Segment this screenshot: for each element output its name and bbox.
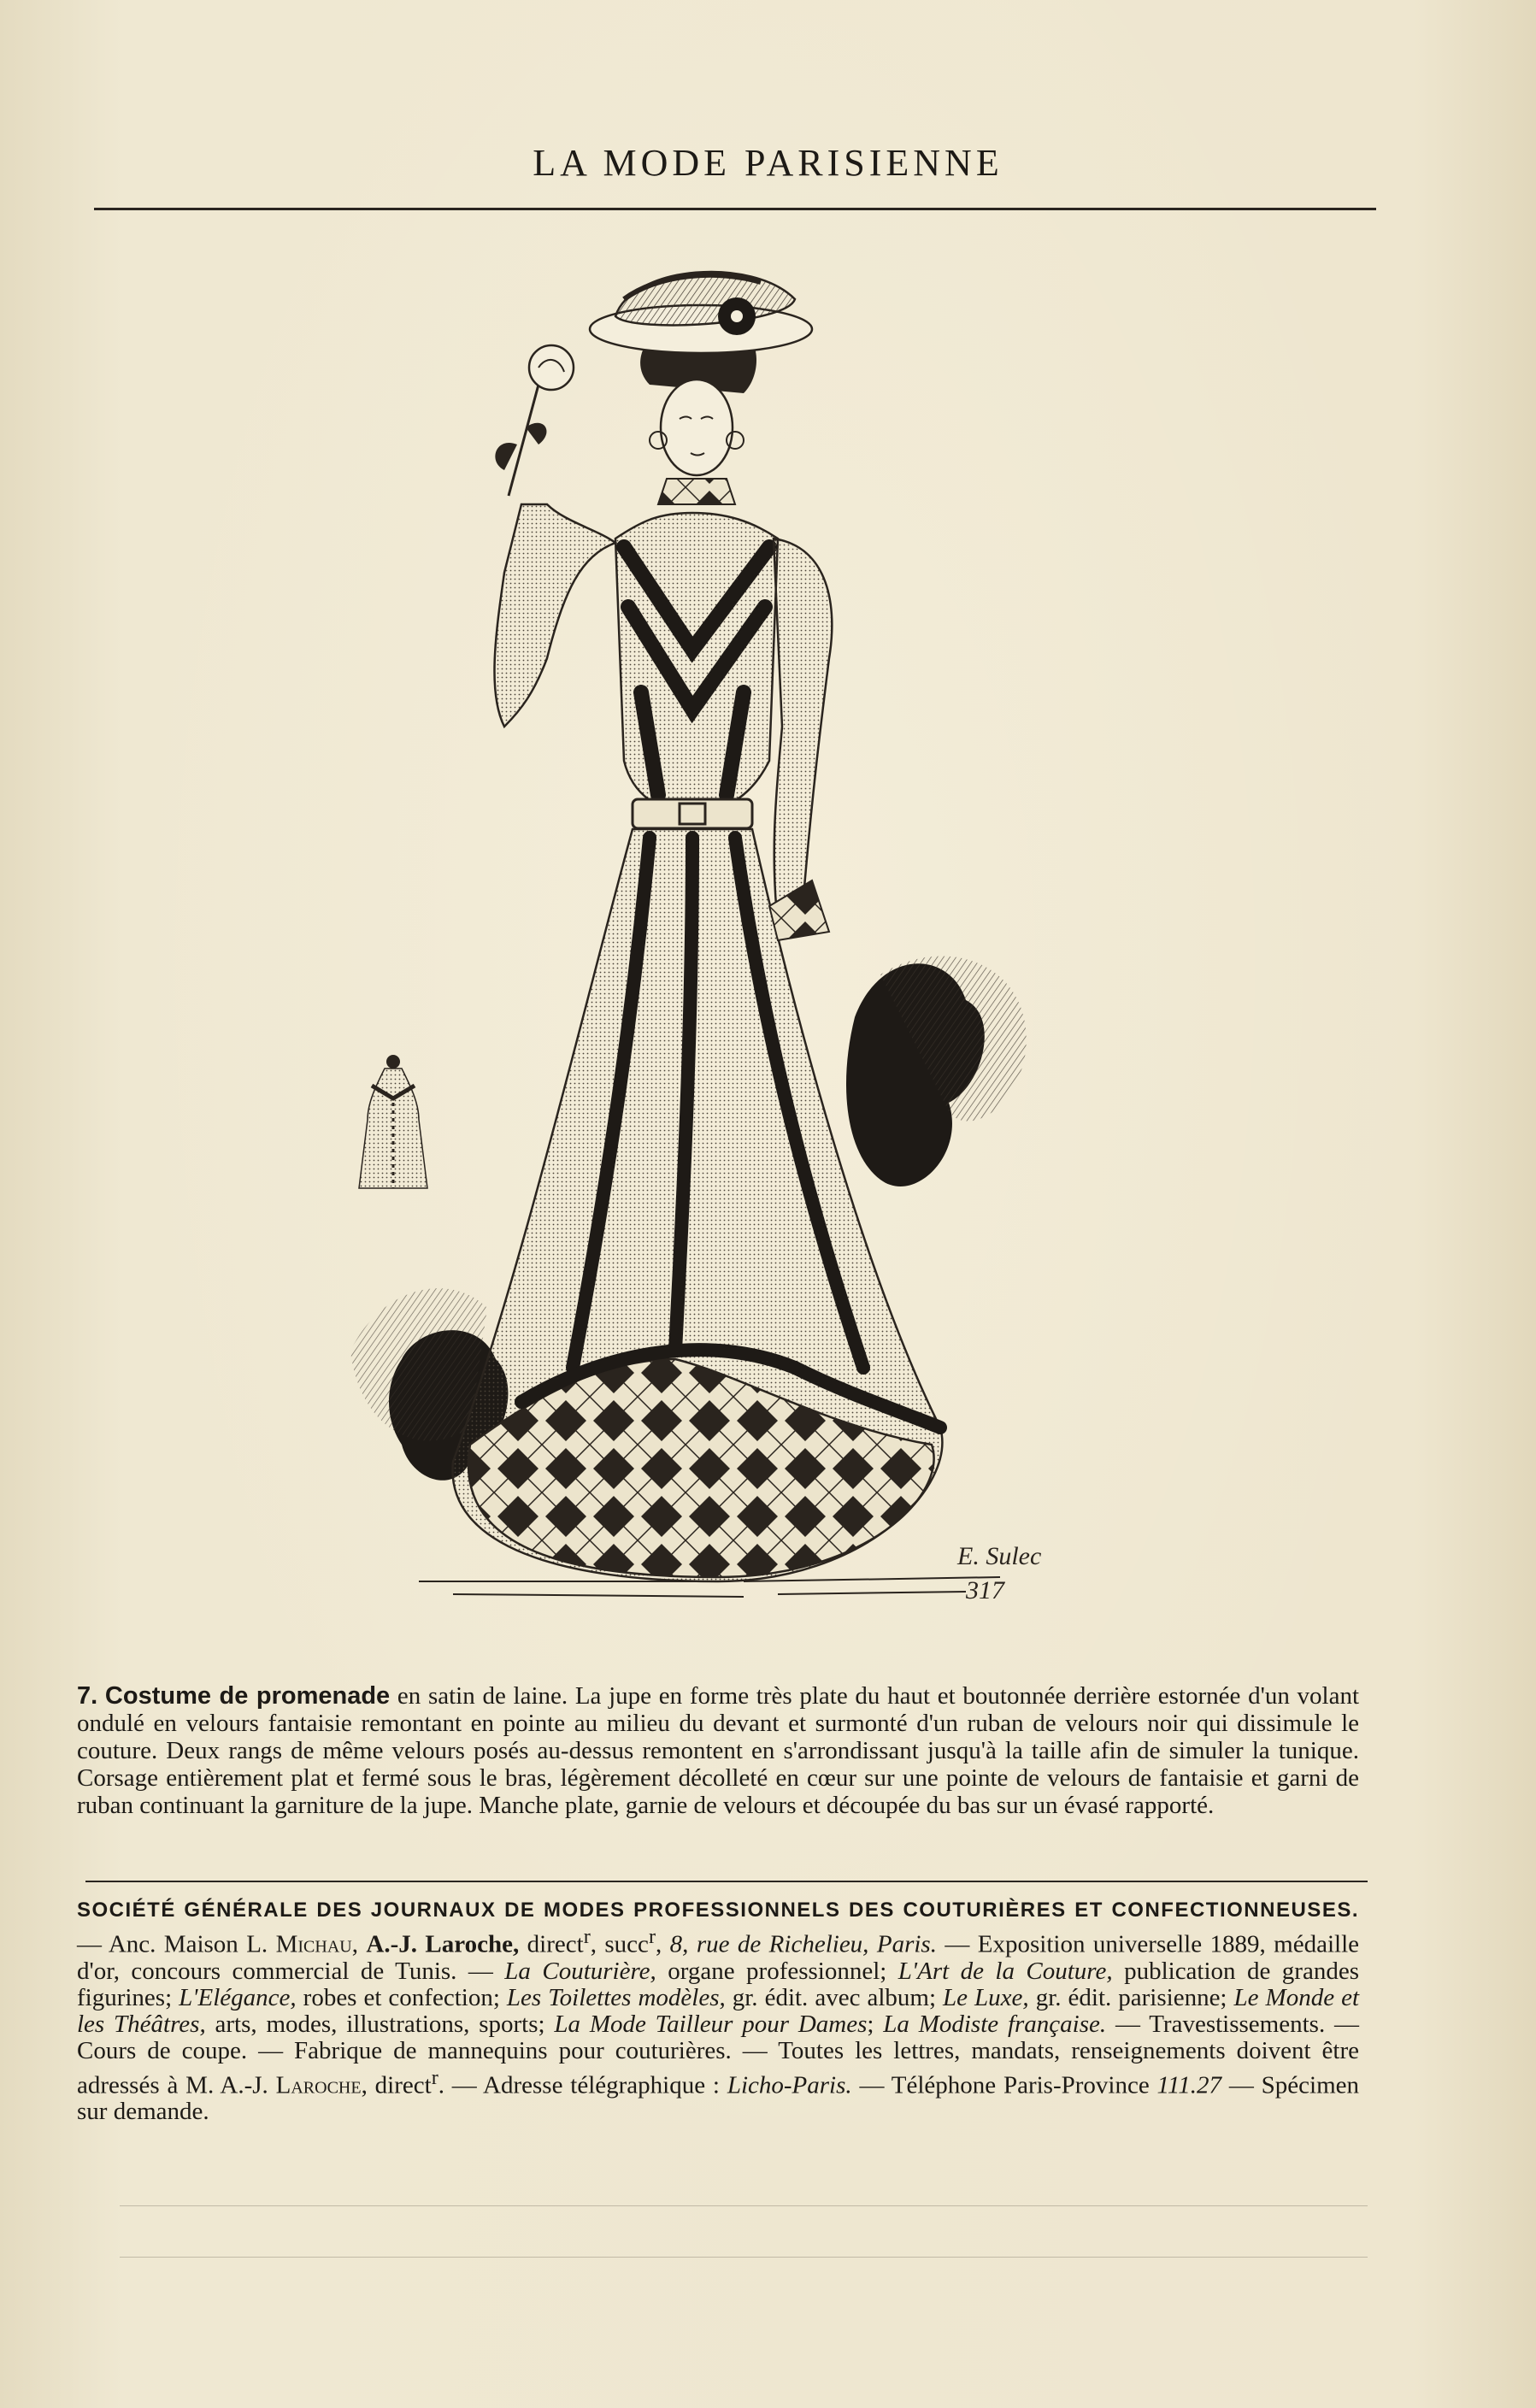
caption-lead: Costume de promenade [104, 1682, 391, 1710]
svg-text:317: 317 [966, 1576, 1004, 1604]
notice-text: gr. édit. parisienne; [1028, 1983, 1234, 2011]
illustration-caption [77, 1682, 1359, 1819]
notice-sup: r [648, 1925, 656, 1948]
head [640, 333, 756, 504]
notice-text: — Travestissements. — Cours de coupe. — Fabrique de mannequins pour couturières. — Toutes les lettres, mandats, renseignements doivent être adressés à M. A.-J. [77, 2010, 1360, 2099]
notice-text: ; [867, 2010, 884, 2038]
header-rule [94, 208, 1376, 210]
notice-text: organe professionnel; [656, 1957, 898, 1985]
notice-text: , succ [590, 1930, 649, 1958]
notice-text: gr. édit. avec album; [725, 1983, 944, 2011]
caption-text: en satin de laine. La jupe en forme très plate du haut et boutonnée derrière estornée d'un volant ondulé en velours fantaisie remontant en pointe au milieu du devant et surmonté d'un ruban de velours noir qui dissimule le couture. Deux rangs de même velours posés au-dessus remontent en s'arrondissant jusqu'à la taille afin de simuler la tunique. Corsage entièrement plat et fermé sous le bras, légèrement décolleté en cœur sur une pointe de velours de fantaisie et garni de ruban continuant la garniture de la jupe. Manche plate, garnie de velours et découpée du bas sur un évasé rapporté. [77, 1682, 1360, 1819]
notice-text: — Spécimen sur demande. [77, 2071, 1360, 2126]
notice-phone: 111.27 [1156, 2071, 1221, 2099]
fashion-illustration [350, 248, 1086, 1650]
notice-name: Laroche [275, 2071, 362, 2099]
notice-title: Le Monde et les Théâtres, [77, 1983, 1360, 2038]
notice-title: Les Toilettes modèles, [506, 1983, 726, 2011]
notice-text: , [351, 1930, 367, 1958]
notice-title: Le Luxe, [943, 1983, 1029, 2011]
caption-number: 7. [77, 1682, 98, 1710]
notice-text: , [655, 1930, 670, 1958]
notice-org: SOCIÉTÉ GÉNÉRALE DES JOURNAUX DE MODES PROFESSIONNELS DES COUTURIÈRES ET CONFECTIONNEUSES. [77, 1899, 1359, 1922]
publisher-notice [77, 1896, 1359, 2125]
notice-text: arts, modes, illustrations, sports; [205, 2010, 555, 2038]
left-sleeve [494, 504, 615, 727]
notice-title: La Couturière, [504, 1957, 656, 1985]
rose-flower [495, 345, 574, 496]
notice-text: , direct [361, 2071, 432, 2099]
notice-title: L'Art de la Couture, [897, 1957, 1113, 1985]
bleed-through-line [120, 2257, 1368, 2258]
notice-publisher: A.-J. Laroche, [366, 1930, 520, 1958]
bleed-through-line [120, 2205, 1368, 2206]
notice-sup: r [583, 1925, 591, 1948]
notice-text: robes et confection; [296, 1983, 507, 2011]
notice-text: publication de grandes figurines; [77, 1957, 1359, 2011]
notice-text: direct [519, 1930, 584, 1958]
notice-title: L'Elégance, [179, 1983, 297, 2011]
artist-signature [956, 1542, 1041, 1604]
notice-telegraph: Licho-Paris. [727, 2071, 852, 2099]
notice-text: — Anc. Maison L. [77, 1930, 276, 1958]
bush-left-hatch [350, 1288, 487, 1440]
page-title: LA MODE PARISIENNE [533, 142, 1003, 184]
back-view-sketch [359, 1055, 427, 1188]
notice-sup: r [431, 2065, 438, 2089]
svg-text:E. Sulec: E. Sulec [957, 1542, 1042, 1570]
section-rule [85, 1881, 1368, 1882]
notice-text: — Exposition universelle 1889, médaille d'or, concours commercial de Tunis. — [77, 1930, 1360, 1985]
notice-text: . — Adresse télégraphique : [438, 2071, 727, 2099]
notice-title: La Mode Tailleur pour Dames [554, 2010, 868, 2038]
notice-title: La Modiste française. [883, 2010, 1107, 2038]
notice-name: Michau [275, 1930, 352, 1958]
notice-text: — Téléphone Paris-Province [851, 2071, 1157, 2099]
feathered-hat [590, 272, 812, 353]
notice-address: 8, rue de Richelieu, Paris. [669, 1930, 937, 1958]
right-sleeve [774, 539, 832, 923]
